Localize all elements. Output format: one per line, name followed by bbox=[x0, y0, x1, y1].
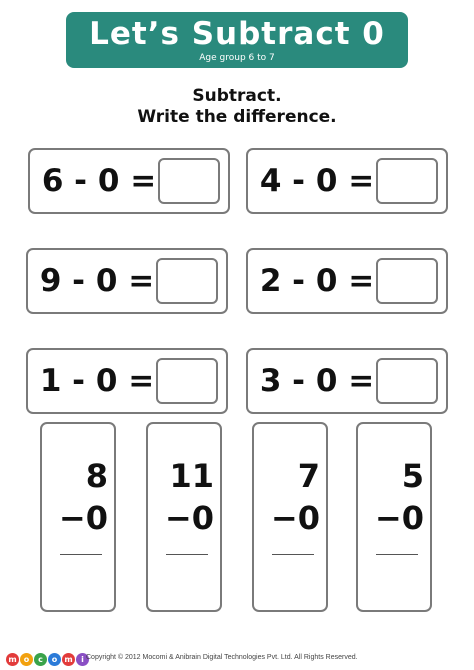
page-title: Let’s Subtract 0 bbox=[89, 16, 385, 52]
logo-letter: o bbox=[48, 653, 61, 666]
equation-text: 2 - 0 = bbox=[259, 263, 375, 299]
minuend: 11 bbox=[169, 457, 214, 495]
subtrahend: −0 bbox=[374, 499, 424, 537]
minuend: 8 bbox=[85, 457, 108, 495]
logo-letter: c bbox=[34, 653, 47, 666]
answer-line[interactable] bbox=[376, 554, 418, 555]
equation-text: 9 - 0 = bbox=[39, 263, 155, 299]
equation-text: 3 - 0 = bbox=[259, 363, 375, 399]
answer-field[interactable] bbox=[158, 158, 220, 204]
equation-text: 4 - 0 = bbox=[259, 163, 375, 199]
answer-field[interactable] bbox=[376, 258, 438, 304]
equation-text: 1 - 0 = bbox=[39, 363, 155, 399]
subtrahend: −0 bbox=[270, 499, 320, 537]
copyright-notice: Copyright © 2012 Mocomi & Anibrain Digital Technologies Pvt. Ltd. All Rights Reserved. bbox=[86, 654, 358, 661]
instruction-line-2: Write the difference. bbox=[137, 107, 337, 127]
minuend: 7 bbox=[297, 457, 320, 495]
equation-box bbox=[246, 248, 448, 314]
vertical-problem-card bbox=[356, 422, 432, 612]
answer-field[interactable] bbox=[376, 358, 438, 404]
equation-box bbox=[26, 348, 228, 414]
vertical-problem-card bbox=[146, 422, 222, 612]
equation-box bbox=[246, 348, 448, 414]
logo-letter: o bbox=[20, 653, 33, 666]
instruction-line-1: Subtract. bbox=[192, 86, 282, 106]
mocomi-logo[interactable] bbox=[6, 651, 90, 667]
answer-line[interactable] bbox=[60, 554, 102, 555]
logo-letter: i bbox=[76, 653, 89, 666]
logo-letter: m bbox=[62, 653, 75, 666]
equation-box bbox=[28, 148, 230, 214]
equation-box bbox=[26, 248, 228, 314]
age-group-label: Age group 6 to 7 bbox=[199, 53, 275, 63]
answer-field[interactable] bbox=[156, 358, 218, 404]
vertical-problem-card bbox=[252, 422, 328, 612]
answer-line[interactable] bbox=[272, 554, 314, 555]
minuend: 5 bbox=[401, 457, 424, 495]
logo-letter: m bbox=[6, 653, 19, 666]
answer-field[interactable] bbox=[376, 158, 438, 204]
vertical-problem-card bbox=[40, 422, 116, 612]
answer-field[interactable] bbox=[156, 258, 218, 304]
equation-box bbox=[246, 148, 448, 214]
subtrahend: −0 bbox=[58, 499, 108, 537]
equation-text: 6 - 0 = bbox=[41, 163, 157, 199]
subtrahend: −0 bbox=[164, 499, 214, 537]
title-banner bbox=[66, 12, 408, 68]
answer-line[interactable] bbox=[166, 554, 208, 555]
